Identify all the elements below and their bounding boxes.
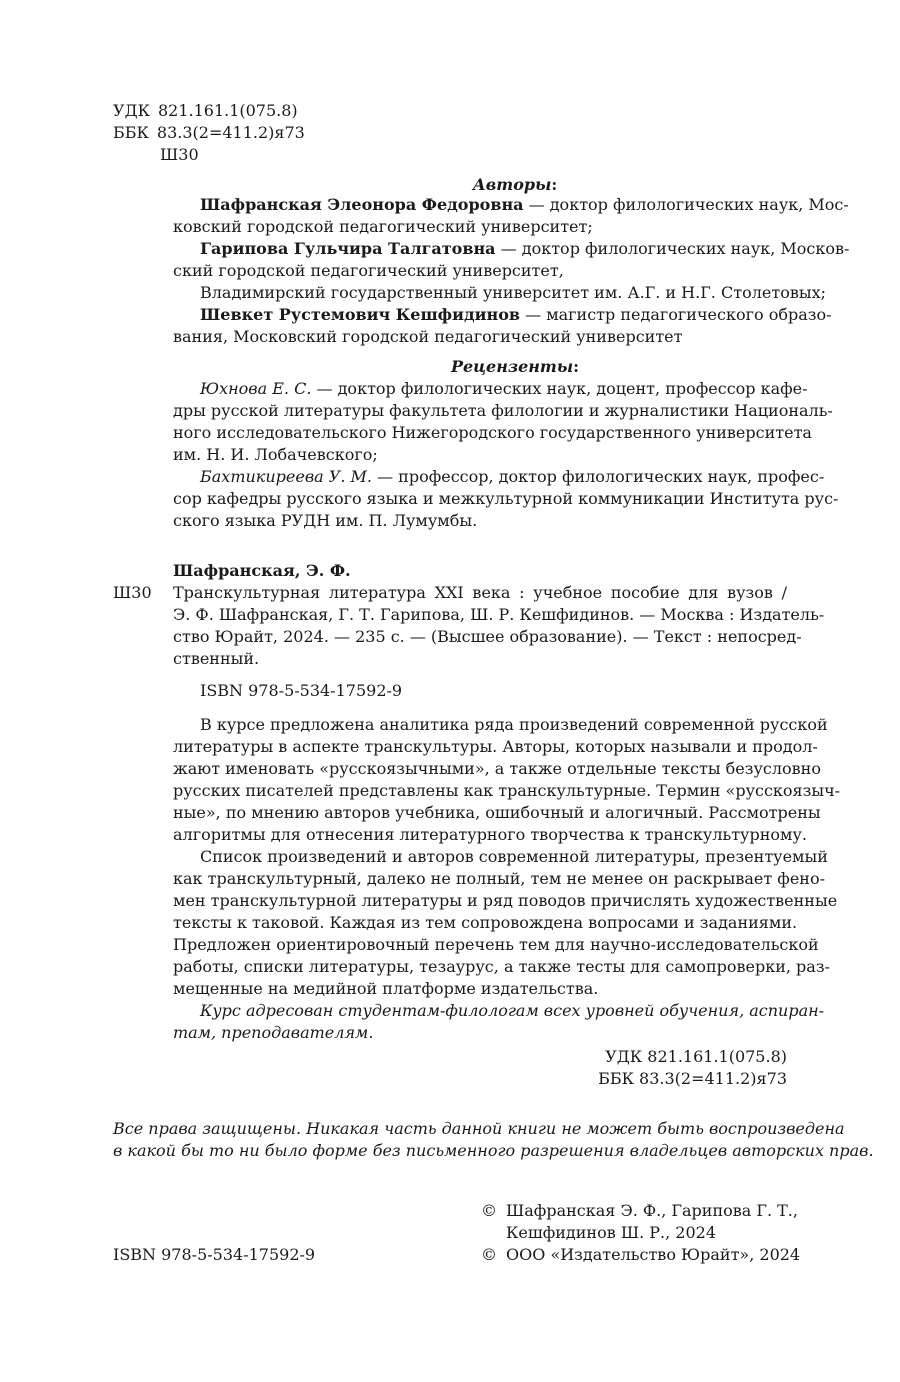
author-sign-top: Ш30 [160,145,199,164]
reviewer-1-line: ного исследовательского Нижегородского государственного университета [173,423,812,442]
bbk-code-bottom: ББК 83.3(2=411.2)я73 [598,1069,787,1088]
udk-code-bottom: УДК 821.161.1(075.8) [605,1047,787,1066]
authors-heading: Авторы: [472,175,558,194]
annotation-italic-line: Курс адресован студентам-филологам всех уровней обучения, аспиран- [200,1001,825,1020]
rights-notice-line: в какой бы то ни было форме без письменного разрешения владельцев авторских прав. [113,1141,874,1160]
author-2-line: ский городской педагогический университет, [173,261,564,280]
reviewer-2-line: ского языка РУДН им. П. Лумумбы. [173,511,478,530]
reviewers-heading: Рецензенты: [450,357,580,376]
annotation-line: жают именовать «русскоязычными», а также отдельные тексты безусловно [173,759,821,778]
annotation-line: мещенные на медийной платформе издательства. [173,979,599,998]
bib-isbn: ISBN 978-5-534-17592-9 [200,681,403,700]
annotation-line: В курсе предложена аналитика ряда произведений современной русской [200,715,828,734]
copyright-icon: © [481,1245,497,1264]
bib-record-line: Э. Ф. Шафранская, Г. Т. Гарипова, Ш. Р. Кешфидинов. — Москва : Издатель- [173,605,825,624]
annotation-line: ные», по мнению авторов учебника, ошибочный и алогичный. Рассмотрены [173,803,821,822]
annotation-line: Предложен ориентировочный перечень тем для научно-исследовательской [173,935,819,954]
author-1-line: ковский городской педагогический университет; [173,217,593,236]
author-1-line: Шафранская Элеонора Федоровна — доктор филологических наук, Мос- [200,195,849,214]
bib-side-sign: Ш30 [113,583,152,602]
reviewer-1-line: Юхнова Е. С. — доктор филологических наук, доцент, профессор кафе- [200,379,808,398]
reviewer-2-line: Бахтикиреева У. М. — профессор, доктор филологических наук, профес- [200,467,825,486]
copyright-holder-line: Кешфидинов Ш. Р., 2024 [506,1223,716,1242]
annotation-line: работы, списки литературы, тезаурус, а также тесты для самопроверки, раз- [173,957,830,976]
bib-record-line: Транскультурная литература XXI века : учебное пособие для вузов / [173,583,787,602]
isbn-bottom: ISBN 978-5-534-17592-9 [113,1245,316,1264]
copyright-icon: © [481,1201,497,1220]
author-2-line: Гарипова Гульчира Талгатовна — доктор филологических наук, Москов- [200,239,850,258]
annotation-line: как транскультурный, далеко не полный, тем не менее он раскрывает фено- [173,869,825,888]
bib-author-heading: Шафранская, Э. Ф. [173,561,351,580]
bib-record-line: ство Юрайт, 2024. — 235 с. — (Высшее образование). — Текст : непосред- [173,627,802,646]
annotation-line: литературы в аспекте транскультуры. Авторы, которых называли и продол- [173,737,818,756]
udk-code-top: УДК 821.161.1(075.8) [113,101,298,120]
reviewer-2-line: сор кафедры русского языка и межкультурной коммуникации Института рус- [173,489,839,508]
bbk-code-top: ББК 83.3(2=411.2)я73 [113,123,305,142]
annotation-italic-line: там, преподавателям. [173,1023,374,1042]
reviewer-1-line: им. Н. И. Лобачевского; [173,445,378,464]
annotation-line: алгоритмы для отнесения литературного творчества к транскультурному. [173,825,807,844]
annotation-line: русских писателей представлены как транскультурные. Термин «русскоязыч- [173,781,841,800]
author-3-line: Шевкет Рустемович Кешфидинов — магистр педагогического образо- [200,305,832,324]
reviewer-1-line: дры русской литературы факультета филологии и журналистики Националь- [173,401,833,420]
copyright-publisher: ООО «Издательство Юрайт», 2024 [506,1245,801,1264]
annotation-line: мен транскультурной литературы и ряд поводов причислять художественные [173,891,838,910]
author-2-line: Владимирский государственный университет им. А.Г. и Н.Г. Столетовых; [200,283,826,302]
copyright-holder-line: Шафранская Э. Ф., Гарипова Г. Т., [506,1201,798,1220]
bib-record-line: ственный. [173,649,260,668]
rights-notice-line: Все права защищены. Никакая часть данной книги не может быть воспроизведена [113,1119,845,1138]
annotation-line: Список произведений и авторов современной литературы, презентуемый [200,847,828,866]
annotation-line: тексты к таковой. Каждая из тем сопровождена вопросами и заданиями. [173,913,798,932]
author-3-line: вания, Московский городской педагогический университет [173,327,683,346]
